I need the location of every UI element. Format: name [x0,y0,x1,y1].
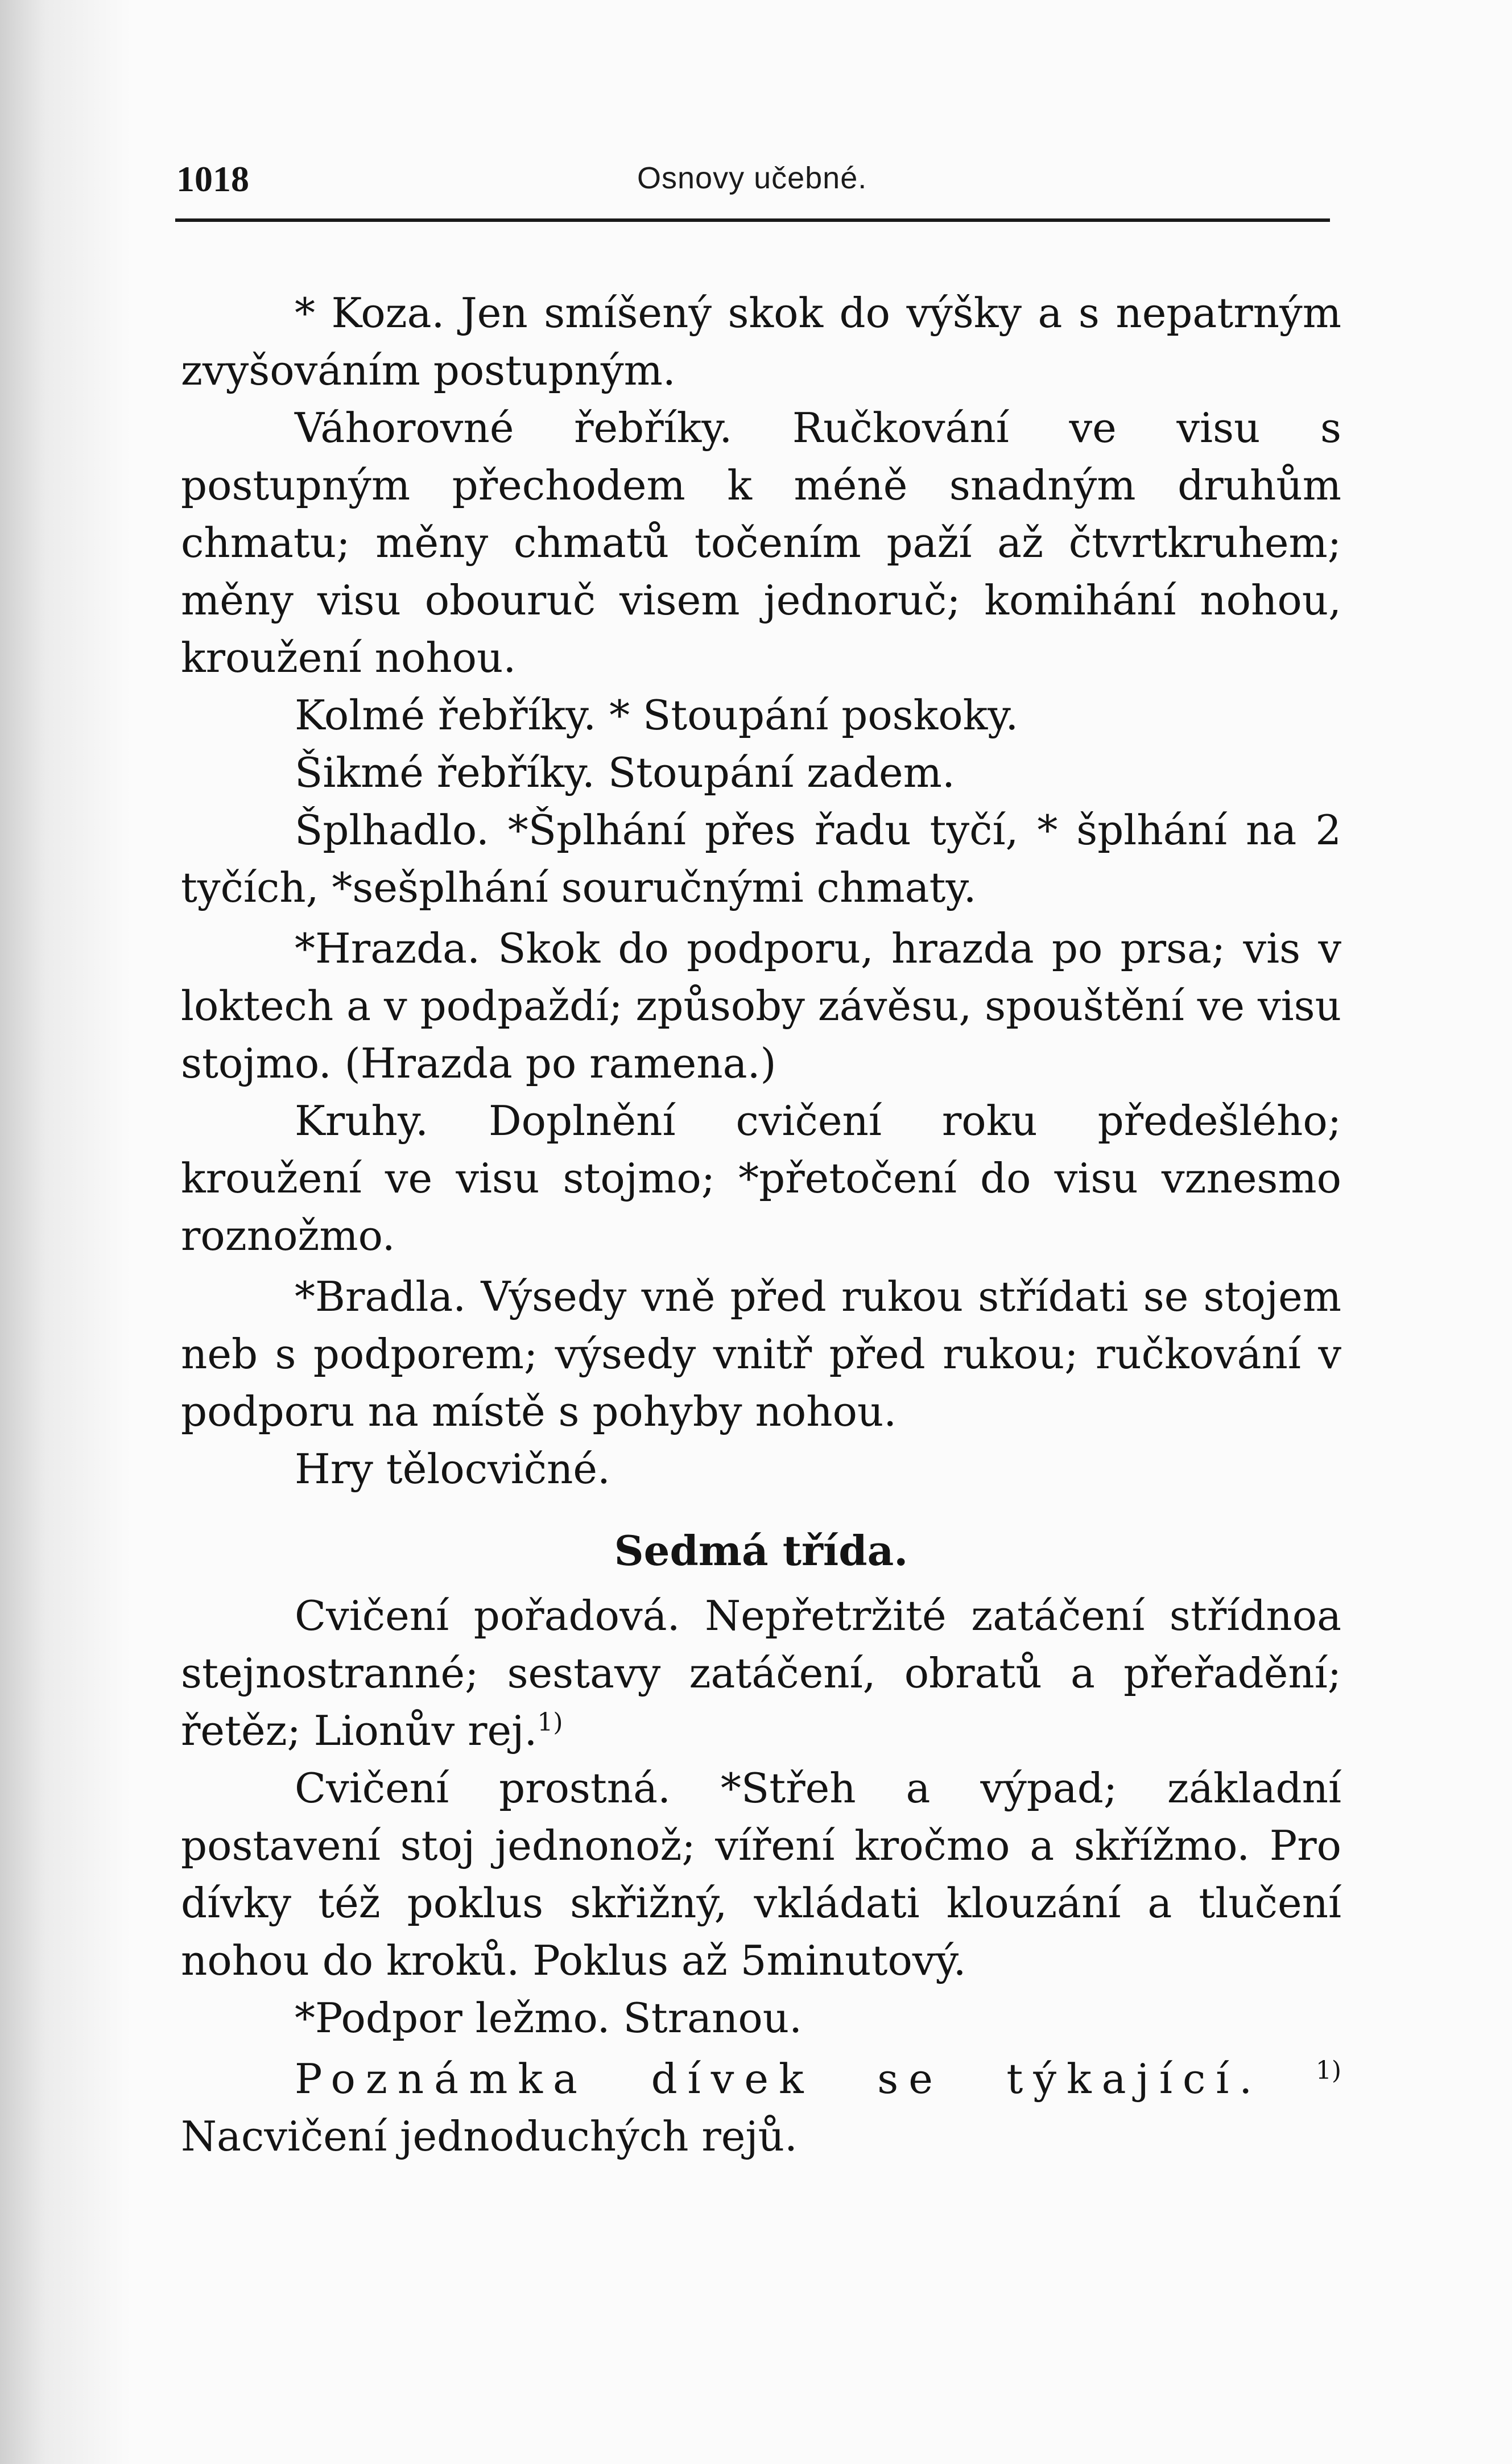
page-number: 1018 [176,159,249,199]
paragraph-podpor-lezmo: *Podpor ležmo. Stranou. [295,1994,802,2042]
paragraph-bradla: *Bradla. Výsedy vně před rukou střídati se stojem neb s podporem; výsedy vnitř před rukou; ručkování v podporu na místě s pohyby nohou. [181,1273,1341,1435]
footnote [181,2050,1341,2165]
footnote-label: Poznámka dívek se týkající. [295,2055,1263,2103]
paragraph-vahorovne-rebriky: Váhorovné řebříky. Ručkování ve visu s postupným přechodem k méně snadným druhům chmatu; měny chmatů točením paží až čtvrtkruhem; měny visu obouruč visem jednoruč; komihání nohou, kroužení nohou. [181,404,1341,682]
paragraph-hry: Hry tělocvičné. [295,1445,610,1493]
section-heading: Sedmá třída. [614,1526,908,1575]
page-header [0,154,1512,205]
paragraph-cviceni-poradova [181,1587,1341,1760]
paragraph-kolme-rebriky: Kolmé řebříky. * Stoupání poskoky. [295,691,1019,739]
running-title: Osnovy učebné. [637,161,867,195]
page-gutter-shadow [0,0,131,2464]
paragraph-cviceni-poradova-text: Cvičení pořadová. Nepřetržité zatáčení střídnoa stejnostranné; sestavy zatáčení, obratů a přeřadění; řetěz; Lionův rej. [181,1592,1341,1755]
paragraph-splhadlo: Šplhadlo. *Šplhání přes řadu tyčí, * šplhání na 2 tyčích, *sešplhání souručnými chmaty. [181,806,1341,911]
paragraph-cviceni-prostna: Cvičení prostná. *Střeh a výpad; základní postavení stoj jednonož; víření kročmo a skřížmo. Pro dívky též poklus skřižný, vkládati klouzání a tlučení nohou do kroků. Poklus až 5minutový. [181,1764,1341,1984]
paragraph-sikme-rebriky: Šikmé řebříky. Stoupání zadem. [295,749,955,796]
paragraph-hrazda: *Hrazda. Skok do podporu, hrazda po prsa; vis v loktech a v podpaždí; způsoby závěsu, spouštění ve visu stojmo. (Hrazda po ramena.) [181,924,1341,1087]
paragraph-koza: * Koza. Jen smíšený skok do výšky a s nepatrným zvyšováním postupným. [181,289,1341,394]
footnote-ref-1: 1) [537,1708,563,1737]
footnote-marker: 1) [1315,2056,1341,2085]
header-rule [175,218,1330,222]
body-text [181,284,1341,2165]
footnote-text: Nacvičení jednoduchých rejů. [181,2112,798,2160]
paragraph-kruhy: Kruhy. Doplnění cvičení roku předešlého; kroužení ve visu stojmo; *přetočení do visu vznesmo roznožmo. [181,1097,1341,1260]
